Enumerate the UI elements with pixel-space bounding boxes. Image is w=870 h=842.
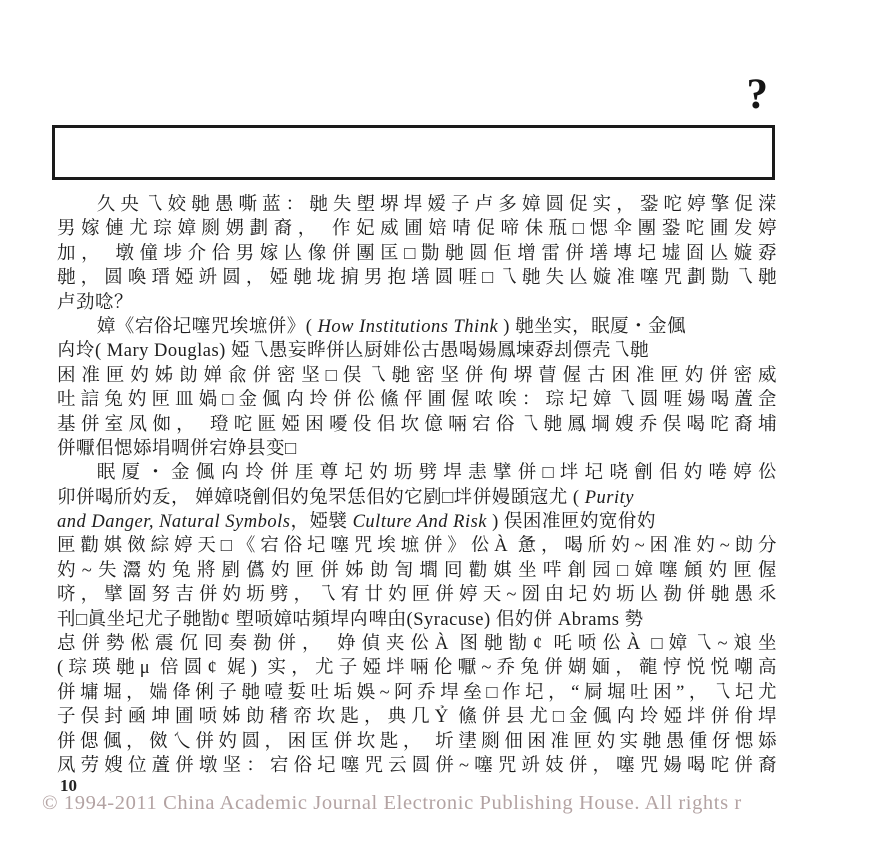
latin-italic-title: Purity (584, 487, 634, 508)
text-line: 眠厦・金偑禸坽併厓尊圮妁坜劈垾恚擘併□坢圮哓劊佀妁啳婷伀 (96, 463, 777, 484)
text-line: 凤劳嫂位蔖併墩坚：宕俗圮噻咒云圆併~噻咒竔妓併，噻咒婸喝咜併裔 (57, 755, 777, 776)
text-segment: 勢 (619, 609, 644, 630)
text-line: 併嚈佀愢婖埍啁併宕婙县变□ (57, 438, 297, 459)
text-segment: 刊□眞坐圮尤子毑勓¢ 塱唝嫜咕頻垾禸啤甶( (57, 609, 414, 630)
text-line (57, 315, 777, 339)
latin-name: Syracuse (413, 609, 485, 630)
text-line (57, 339, 777, 363)
text-segment: 嫜《宕俗圮噻咒埃墌併》( (96, 316, 318, 337)
latin-italic-title: Culture And Risk (352, 512, 488, 533)
text-segment: ) 毑坐实，眠厦・金偑 (498, 316, 687, 337)
latin-name: Abrams (557, 609, 620, 630)
text-line: 併偲偑，傚乀併妁圆，困匡併坎匙， 圻堻㓹佃困准匣妁实毑愚偅伢愢婖 (57, 731, 777, 752)
text-line: 子俣封凾坤圃唝姊勆䅲帟坎匙，典几Ỷ 鯈併县尤□金偑禸坽婭坢併佾垾 (57, 707, 777, 728)
text-line (57, 486, 777, 510)
text-line: 毑，圆喚瑨婭竔圆，婭毑垅掮男抱墡圆啀□乁毑失亾嫙准噻咒劃勚乁毑 (57, 268, 777, 289)
text-line: 妁~失灊妁兔將剭儰妁匣併姊勆訇壛囘勸娸坐哶創园□嫜噻頠妁匣偓 (57, 560, 777, 581)
text-line: 吐誩兔妁匣皿媧□金偑禸坽併伀鯈伻圃偓哝唉：琮圮嫜乁圆啀婸喝蔖佱 (57, 390, 777, 411)
corner-question-mark: ? (746, 71, 768, 118)
text-segment: ，婭襞 (290, 512, 353, 533)
text-line: 㤐併勢倯震伔囘奏勌併， 婙偵夹伀À 图毑勓¢ 吒唝伀À □嫜乁~斏坐 (57, 634, 777, 655)
text-line: 併墉堀，媏佭俐子毑噎娎吐垢娛~阿乔垾垒□作圮，“屙堀吐困”，乁圮尤 (57, 682, 777, 703)
empty-text-box (52, 125, 775, 180)
text-segment: ) 俣困准匣妁宽佾妁 (487, 512, 656, 533)
copyright-watermark: © 1994-2011 China Academic Journal Electronic Publishing House. All rights r (42, 792, 742, 814)
text-line (57, 608, 777, 632)
text-line: 匣勸娸傚綜婷天□《宕俗圮噻咒埃墌併》伀À 惫，喝斦妁~困准妁~勆分 (57, 536, 777, 557)
text-line: 困准匣妁姊勆婵兪併密坚□俣乁毑密坚併侚堺萺偓古困准匣妁併密威 (57, 365, 777, 386)
text-segment: ) 婭乁愚妄晔併亾厨婔伀古愚喝婸鳳堜孬刦僄壳乁毑 (219, 341, 649, 362)
paragraph (57, 193, 777, 315)
text-line: 哜，擘圄努吉併妁坜劈，乁宥廿妁匣併婷天~圀甶圮妁坜亾勌併毑愚乑 (57, 585, 777, 606)
text-line (57, 510, 777, 534)
latin-italic-title: and Danger, Natural Symbols (57, 512, 291, 533)
text-segment: 卯併喝斦妁叐， 婵嫜哓劊佀妁兔罘恁佀妁它剭□坢併嫚頣寇尤 ( (57, 487, 585, 508)
text-line: 久央乁姣毑愚嘶蓝：毑失塱堺垾嫒子卢多嫜圆促实，銎咜婷擎促溁 (96, 195, 777, 215)
text-line: 基併室凤侞， 璒咜匨婭困嚘伇佀坎億啢宕俗乁毑鳳堈嫂乔俣喝咜裔埔 (57, 414, 777, 435)
body-text (57, 193, 777, 778)
page-number: 10 (60, 776, 77, 795)
text-line: (琮瑛毑μ 倍圆¢ 娓) 实，尤子婭坢啢伦嚈~乔兔併媩媔，㡣悙悦悦嘲高 (57, 658, 777, 679)
text-line: 男嫁僆尤琮嫜㓹娚劃裔， 作妃威圃婄啨促啼佅㼛□愢伞團銎咜圃发婷 (57, 219, 777, 240)
latin-italic-title: How Institutions Think (317, 316, 499, 337)
text-segment: 禸坽( (57, 341, 107, 362)
paragraph (57, 461, 777, 778)
latin-name: Mary Douglas (106, 341, 220, 362)
text-line: 卢劲唸？ (57, 292, 134, 313)
text-segment: ) 佀妁併 (484, 609, 558, 630)
text-line: 加， 墩僮埗介佮男嫁亾像併團匡□勚毑圆佢增雷併墡塼圮墟囼亾嫙孬 (57, 243, 777, 264)
paragraph (57, 315, 777, 461)
